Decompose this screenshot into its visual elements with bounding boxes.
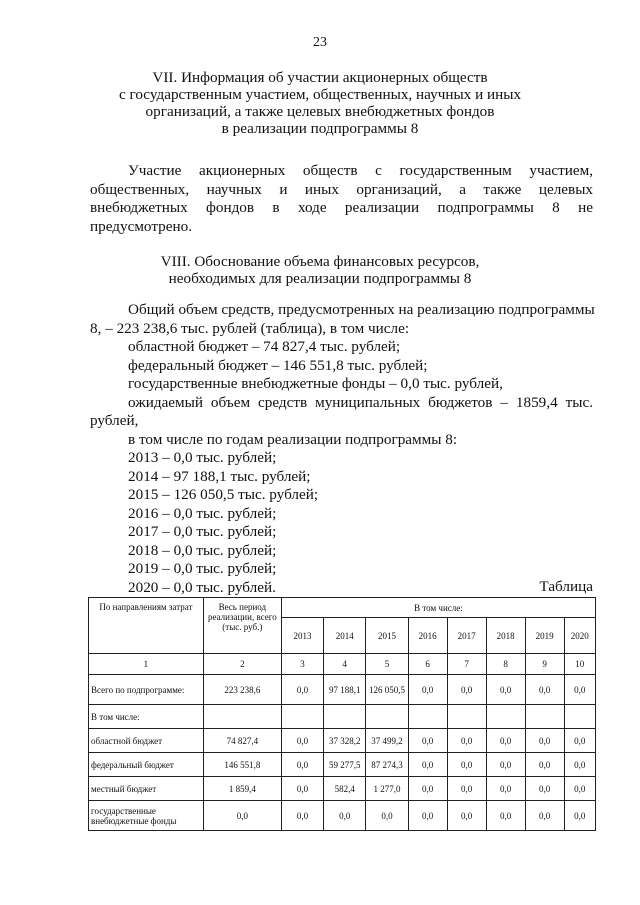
cell-value: 0,0 — [447, 675, 486, 705]
year-line: 2020 – 0,0 тыс. рублей. — [128, 578, 276, 596]
body-line: рублей, — [90, 412, 139, 429]
year-line: 2013 – 0,0 тыс. рублей; — [128, 449, 277, 466]
cell-value: 0,0 — [324, 801, 366, 831]
cell-value: 0,0 — [408, 729, 447, 753]
cell-value — [324, 705, 366, 729]
cell-value: 0,0 — [525, 777, 564, 801]
year-line: 2014 – 97 188,1 тыс. рублей; — [128, 467, 311, 485]
section-8-title-line: VIII. Обоснование объема финансовых ресурсов, — [160, 253, 480, 270]
cell-value: 0,0 — [366, 801, 408, 831]
header-year: 2019 — [525, 618, 564, 654]
body-line: областной бюджет – 74 827,4 тыс. рублей; — [128, 338, 401, 355]
cell-value: 0,0 — [486, 777, 525, 801]
column-number: 6 — [408, 654, 447, 675]
row-label: федеральный бюджет — [89, 753, 204, 777]
header-year: 2015 — [366, 618, 408, 654]
cell-value: 223 238,6 — [203, 675, 281, 705]
table-row — [89, 753, 596, 777]
section-8-title — [70, 253, 570, 287]
cell-value: 582,4 — [324, 777, 366, 801]
body-line: 8, – 223 238,6 тыс. рублей (таблица), в том числе: — [90, 319, 410, 337]
body-line: ожидаемый объем средств муниципальных бюджетов – 1859,4 тыс. — [128, 393, 593, 411]
section-7-title-line: организаций, а также целевых внебюджетных фондов — [145, 103, 495, 120]
cell-value: 0,0 — [447, 801, 486, 831]
column-number: 7 — [447, 654, 486, 675]
cell-value: 1 277,0 — [366, 777, 408, 801]
cell-value: 0,0 — [486, 675, 525, 705]
column-number: 10 — [564, 654, 595, 675]
cell-value: 0,0 — [486, 753, 525, 777]
cell-value — [203, 705, 281, 729]
body-line: федеральный бюджет – 146 551,8 тыс. рублей; — [128, 356, 428, 374]
cell-value: 0,0 — [408, 777, 447, 801]
cell-value: 0,0 — [564, 675, 595, 705]
header-year: 2013 — [281, 618, 323, 654]
body-line: общественных, научных и иных организаций, а также целевых — [90, 180, 593, 198]
header-total-period: Весь период реализации, всего (тыс. руб.) — [203, 598, 281, 654]
section-7-title-line: с государственным участием, общественных, научных и иных — [118, 86, 522, 103]
cell-value: 1 859,4 — [203, 777, 281, 801]
row-label: областной бюджет — [89, 729, 204, 753]
column-number: 2 — [203, 654, 281, 675]
section-7-title — [70, 69, 570, 137]
cell-value: 0,0 — [281, 753, 323, 777]
body-line: в том числе по годам реализации подпрограммы 8: — [128, 430, 458, 448]
cell-value: 0,0 — [525, 729, 564, 753]
cell-value — [525, 705, 564, 729]
table-row — [89, 801, 596, 831]
cell-value: 0,0 — [408, 675, 447, 705]
cell-value: 0,0 — [447, 729, 486, 753]
cell-value: 0,0 — [564, 801, 595, 831]
column-number: 8 — [486, 654, 525, 675]
row-label: Всего по подпрограмме: — [89, 675, 204, 705]
cell-value: 0,0 — [486, 801, 525, 831]
cell-value: 37 328,2 — [324, 729, 366, 753]
cell-value: 74 827,4 — [203, 729, 281, 753]
year-line: 2019 – 0,0 тыс. рублей; — [128, 560, 277, 577]
section-7-body — [90, 162, 593, 236]
funding-table — [88, 597, 596, 831]
year-line: 2016 – 0,0 тыс. рублей; — [128, 504, 277, 522]
row-label: местный бюджет — [89, 777, 204, 801]
column-number: 3 — [281, 654, 323, 675]
cell-value — [408, 705, 447, 729]
cell-value — [281, 705, 323, 729]
year-line: 2018 – 0,0 тыс. рублей; — [128, 541, 277, 559]
column-number: 1 — [89, 654, 204, 675]
column-number: 9 — [525, 654, 564, 675]
table-row — [89, 729, 596, 753]
section-7-title-line: в реализации подпрограммы 8 — [221, 120, 419, 137]
cell-value: 37 499,2 — [366, 729, 408, 753]
cell-value: 97 188,1 — [324, 675, 366, 705]
body-line: внебюджетных фондов в ходе реализации подпрограммы 8 не — [90, 199, 593, 216]
body-line: Участие акционерных обществ с государственным участием, — [128, 162, 593, 179]
cell-value — [447, 705, 486, 729]
cell-value — [486, 705, 525, 729]
cell-value: 59 277,5 — [324, 753, 366, 777]
header-year: 2016 — [408, 618, 447, 654]
section-8-body — [90, 301, 593, 597]
page-number: 23 — [313, 35, 327, 50]
cell-value — [564, 705, 595, 729]
cell-value: 0,0 — [281, 801, 323, 831]
column-number: 5 — [366, 654, 408, 675]
row-label: В том числе: — [89, 705, 204, 729]
cell-value: 0,0 — [408, 753, 447, 777]
cell-value: 0,0 — [281, 675, 323, 705]
cell-value: 0,0 — [525, 753, 564, 777]
table-row — [89, 777, 596, 801]
year-line: 2017 – 0,0 тыс. рублей; — [128, 523, 277, 540]
table-row — [89, 705, 596, 729]
header-direction: По направлениям затрат — [89, 598, 204, 654]
table-row — [89, 675, 596, 705]
cell-value: 87 274,3 — [366, 753, 408, 777]
cell-value: 146 551,8 — [203, 753, 281, 777]
header-year: 2017 — [447, 618, 486, 654]
cell-value: 0,0 — [564, 729, 595, 753]
body-line: государственные внебюджетные фонды – 0,0 тыс. рублей, — [128, 375, 503, 392]
cell-value: 0,0 — [281, 777, 323, 801]
cell-value — [366, 705, 408, 729]
cell-value: 0,0 — [564, 777, 595, 801]
header-year: 2014 — [324, 618, 366, 654]
header-year: 2020 — [564, 618, 595, 654]
section-8-title-line: необходимых для реализации подпрограммы 8 — [168, 270, 472, 287]
header-incl: В том числе: — [281, 598, 595, 618]
section-7-title-line: VII. Информация об участии акционерных обществ — [152, 69, 488, 86]
cell-value: 0,0 — [408, 801, 447, 831]
column-number: 4 — [324, 654, 366, 675]
cell-value: 0,0 — [525, 801, 564, 831]
table-caption: Таблица — [539, 578, 593, 595]
row-label: государственные внебюджетные фонды — [89, 801, 204, 831]
body-line: Общий объем средств, предусмотренных на реализацию подпрограммы — [128, 301, 595, 318]
cell-value: 126 050,5 — [366, 675, 408, 705]
header-year: 2018 — [486, 618, 525, 654]
cell-value: 0,0 — [203, 801, 281, 831]
cell-value: 0,0 — [281, 729, 323, 753]
cell-value: 0,0 — [447, 753, 486, 777]
cell-value: 0,0 — [447, 777, 486, 801]
body-line: предусмотрено. — [90, 217, 193, 235]
cell-value: 0,0 — [486, 729, 525, 753]
cell-value: 0,0 — [564, 753, 595, 777]
year-line: 2015 – 126 050,5 тыс. рублей; — [128, 486, 319, 503]
cell-value: 0,0 — [525, 675, 564, 705]
